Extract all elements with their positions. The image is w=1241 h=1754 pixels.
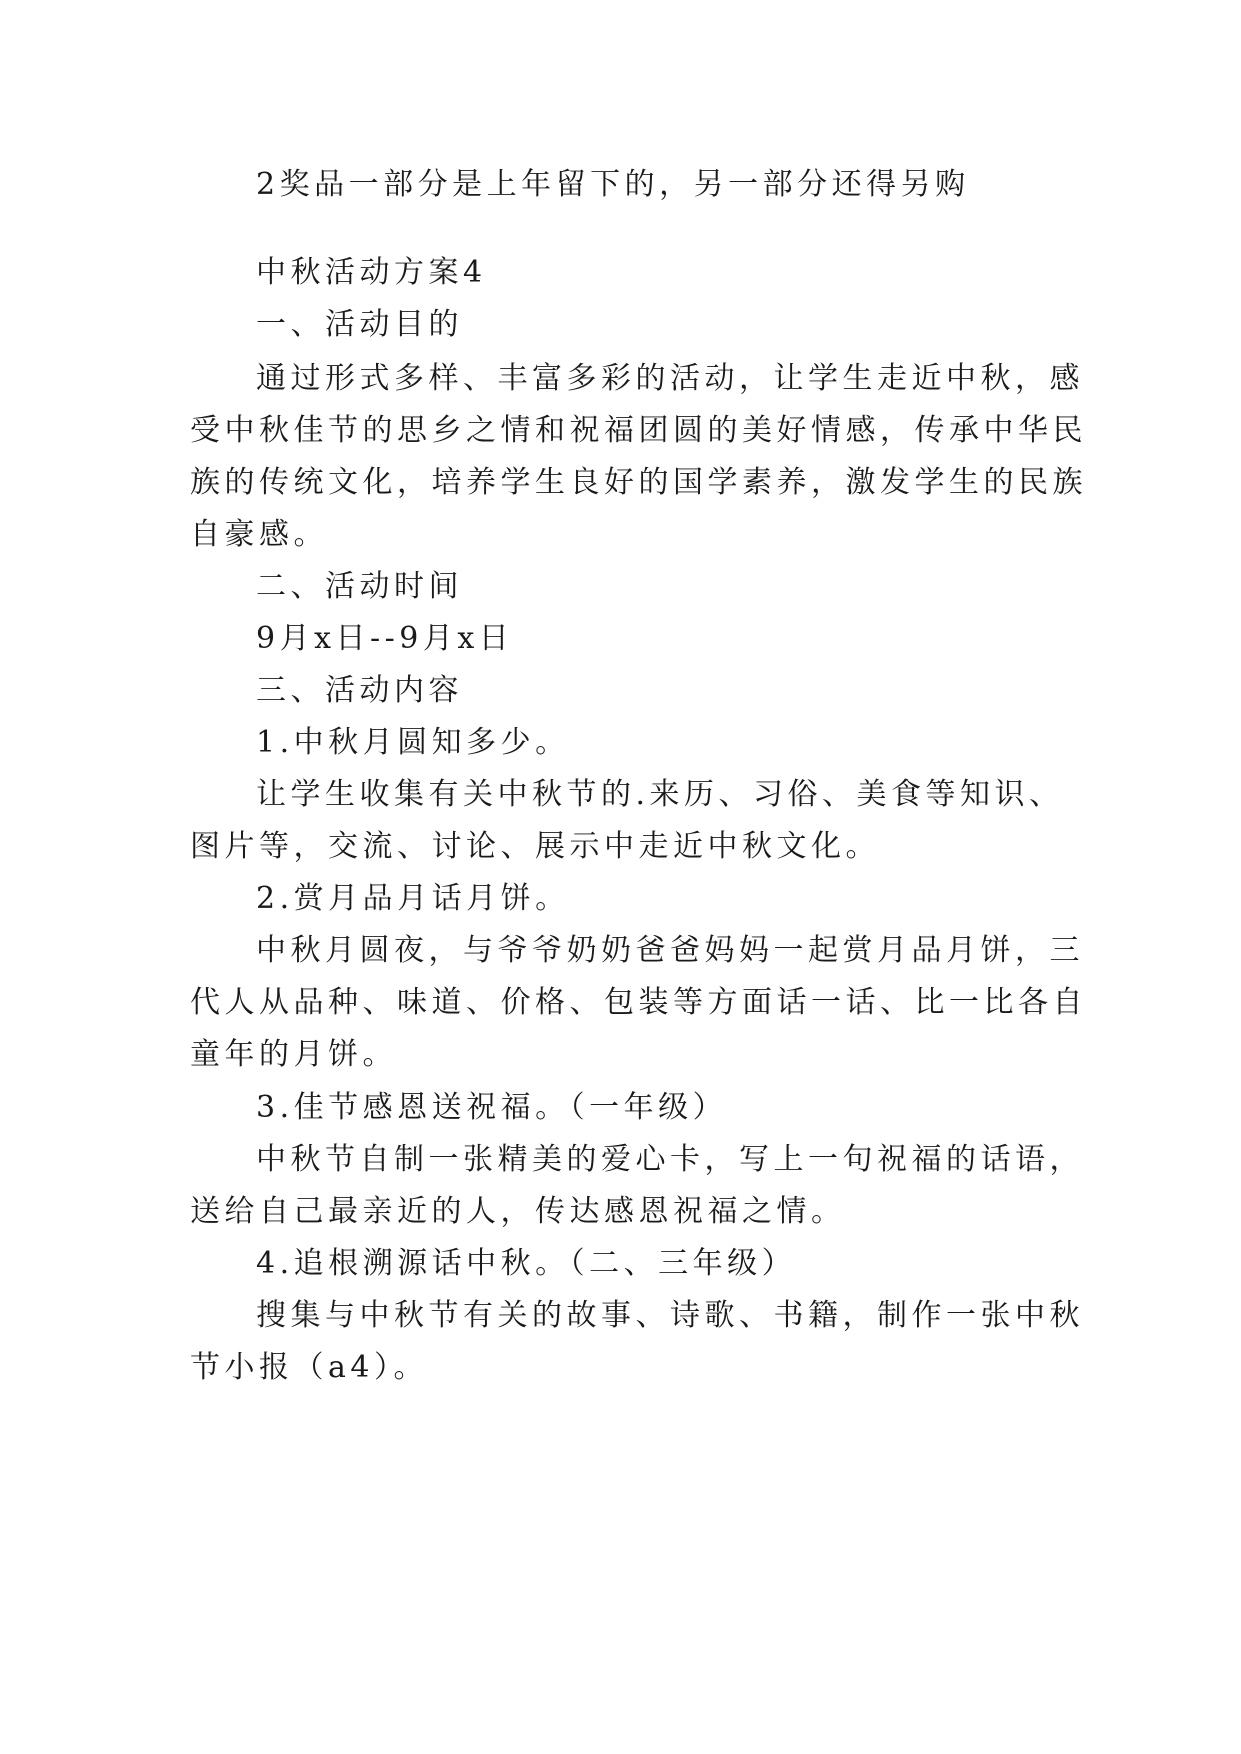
- item-heading-4: 4.追根溯源话中秋。（二、三年级）: [256, 1246, 797, 1281]
- paragraph-line: 送给自己最亲近的人，传达感恩祝福之情。: [190, 1194, 846, 1229]
- paragraph-line: 受中秋佳节的思乡之情和祝福团圆的美好情感，传承中华民: [190, 413, 1087, 448]
- paragraph-line: 图片等，交流、讨论、展示中走近中秋文化。: [190, 829, 880, 864]
- item-heading-2: 2.赏月品月话月饼。: [256, 881, 570, 916]
- prize-note: 2奖品一部分是上年留下的，另一部分还得另购: [256, 167, 970, 202]
- item-heading-1: 1.中秋月圆知多少。: [256, 725, 570, 760]
- section-title: 中秋活动方案4: [256, 255, 487, 290]
- heading-purpose: 一、活动目的: [256, 307, 463, 342]
- paragraph-line: 中秋节自制一张精美的爱心卡，写上一句祝福的话语，: [256, 1142, 1084, 1177]
- paragraph-line: 搜集与中秋节有关的故事、诗歌、书籍，制作一张中秋: [256, 1298, 1084, 1333]
- paragraph-line: 自豪感。: [190, 517, 328, 552]
- time-range: 9月x日--9月x日: [256, 621, 514, 656]
- paragraph-line: 代人从品种、味道、价格、包装等方面话一话、比一比各自: [190, 985, 1087, 1020]
- heading-content: 三、活动内容: [256, 673, 463, 708]
- paragraph-line: 节小报（a4）。: [190, 1350, 428, 1385]
- paragraph-line: 童年的月饼。: [190, 1037, 397, 1072]
- paragraph-line: 族的传统文化，培养学生良好的国学素养，激发学生的民族: [190, 465, 1087, 500]
- paragraph-line: 中秋月圆夜，与爷爷奶奶爸爸妈妈一起赏月品月饼，三: [256, 933, 1084, 968]
- item-heading-3: 3.佳节感恩送祝福。（一年级）: [256, 1090, 728, 1125]
- heading-time: 二、活动时间: [256, 569, 463, 604]
- paragraph-line: 让学生收集有关中秋节的.来历、习俗、美食等知识、: [256, 777, 1064, 812]
- paragraph-line: 通过形式多样、丰富多彩的活动，让学生走近中秋，感: [256, 361, 1084, 396]
